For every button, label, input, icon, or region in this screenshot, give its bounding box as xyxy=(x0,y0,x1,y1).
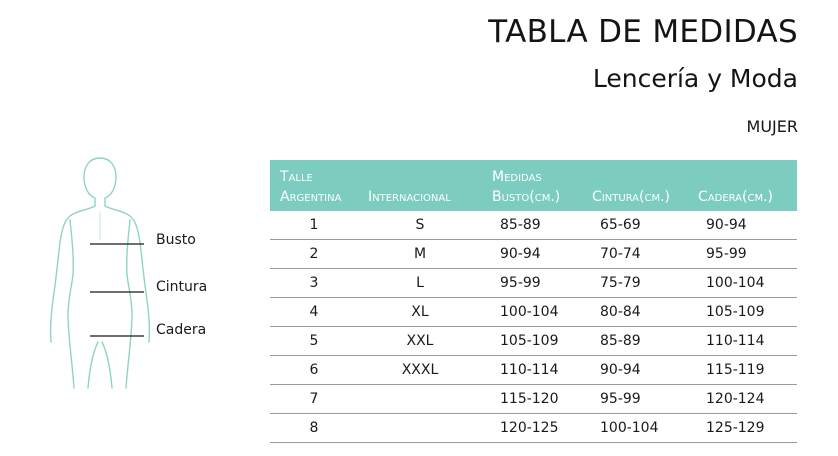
header-talle-line1: Talle xyxy=(280,169,313,185)
table-row xyxy=(270,414,797,443)
cell-busto: 110-114 xyxy=(482,356,582,385)
cintura-label: Cintura xyxy=(156,279,208,295)
cell-busto: 120-125 xyxy=(482,414,582,443)
cell-cadera: 105-109 xyxy=(688,298,797,327)
cell-internacional: XXXL xyxy=(358,356,482,385)
cell-cintura: 70-74 xyxy=(582,240,688,269)
header-talle-argentina xyxy=(270,160,358,211)
cell-cintura: 90-94 xyxy=(582,356,688,385)
header-talle-line2: Argentina xyxy=(280,189,342,205)
cell-internacional: XXL xyxy=(358,327,482,356)
header-internacional-label: Internacional xyxy=(368,189,451,205)
female-body-silhouette-icon xyxy=(40,150,160,400)
cell-busto: 105-109 xyxy=(482,327,582,356)
cell-internacional: XL xyxy=(358,298,482,327)
cell-talle-argentina: 7 xyxy=(270,385,358,414)
table-row xyxy=(270,356,797,385)
cell-talle-argentina: 3 xyxy=(270,269,358,298)
header-busto-label: Busto(cm.) xyxy=(492,189,561,205)
cell-busto: 95-99 xyxy=(482,269,582,298)
cadera-label: Cadera xyxy=(156,322,207,338)
header-busto xyxy=(482,160,582,211)
cell-internacional: M xyxy=(358,240,482,269)
cell-talle-argentina: 8 xyxy=(270,414,358,443)
cell-busto: 90-94 xyxy=(482,240,582,269)
size-table xyxy=(270,160,797,443)
cell-internacional xyxy=(358,414,482,443)
cell-talle-argentina: 1 xyxy=(270,211,358,240)
cell-cadera: 110-114 xyxy=(688,327,797,356)
page-title: TABLA DE MEDIDAS xyxy=(488,14,798,50)
cell-cadera: 95-99 xyxy=(688,240,797,269)
cell-cadera: 90-94 xyxy=(688,211,797,240)
cell-talle-argentina: 2 xyxy=(270,240,358,269)
cell-talle-argentina: 4 xyxy=(270,298,358,327)
gender-label: MUJER xyxy=(746,117,798,136)
page-subtitle: Lencería y Moda xyxy=(592,64,798,93)
header-cintura-label: Cintura(cm.) xyxy=(592,189,671,205)
cell-busto: 85-89 xyxy=(482,211,582,240)
header-medidas-label: Medidas xyxy=(492,169,542,185)
header-cintura xyxy=(582,160,688,211)
table-row xyxy=(270,385,797,414)
cell-cintura: 95-99 xyxy=(582,385,688,414)
cell-cadera: 120-124 xyxy=(688,385,797,414)
cell-cintura: 80-84 xyxy=(582,298,688,327)
table-row xyxy=(270,298,797,327)
header-cadera-label: Cadera(cm.) xyxy=(698,189,774,205)
cell-cintura: 100-104 xyxy=(582,414,688,443)
header-internacional xyxy=(358,160,482,211)
cell-internacional xyxy=(358,385,482,414)
table-row xyxy=(270,269,797,298)
cell-internacional: S xyxy=(358,211,482,240)
busto-label: Busto xyxy=(156,232,196,248)
cell-talle-argentina: 5 xyxy=(270,327,358,356)
cell-cintura: 65-69 xyxy=(582,211,688,240)
cell-cadera: 115-119 xyxy=(688,356,797,385)
cell-cintura: 75-79 xyxy=(582,269,688,298)
cell-cadera: 100-104 xyxy=(688,269,797,298)
cell-busto: 100-104 xyxy=(482,298,582,327)
cell-cadera: 125-129 xyxy=(688,414,797,443)
cell-talle-argentina: 6 xyxy=(270,356,358,385)
table-row xyxy=(270,211,797,240)
header-cadera xyxy=(688,160,797,211)
cell-busto: 115-120 xyxy=(482,385,582,414)
cell-internacional: L xyxy=(358,269,482,298)
table-row xyxy=(270,240,797,269)
cell-cintura: 85-89 xyxy=(582,327,688,356)
table-header-row xyxy=(270,160,797,211)
table-row xyxy=(270,327,797,356)
